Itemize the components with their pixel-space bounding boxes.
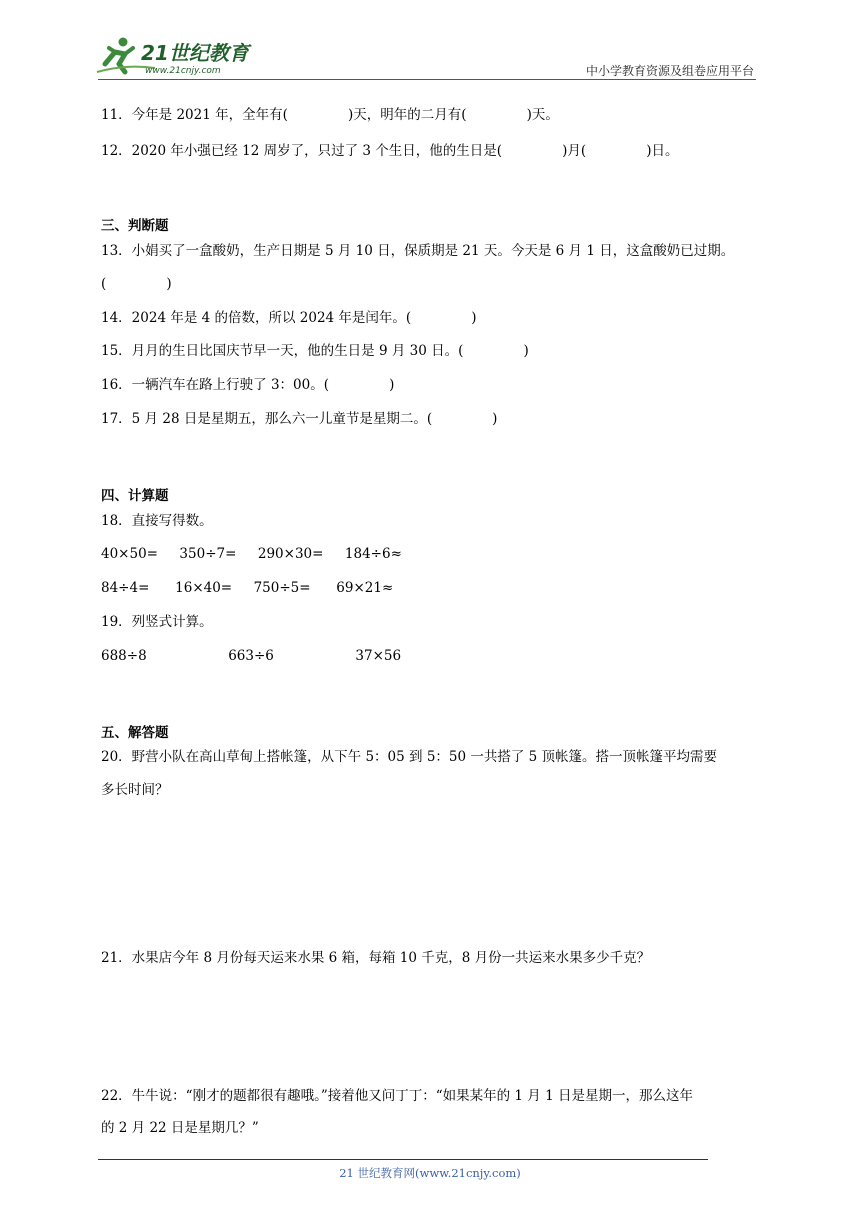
question-18-row2: 84÷4= 16×40= 750÷5= 69×21≈ — [101, 580, 394, 596]
question-21: 21．水果店今年 8 月份每天运来水果 6 箱，每箱 10 千克，8 月份一共运来水果多少千克？ — [101, 950, 651, 966]
footer-divider — [98, 1159, 708, 1160]
footer-link[interactable]: 21 世纪教育网(www.21cnjy.com) — [339, 1166, 521, 1180]
section-answer-title: 五、解答题 — [101, 725, 169, 741]
question-16: 16．一辆汽车在路上行驶了 3：00。( ) — [101, 377, 395, 393]
question-22-line1: 22．牛牛说：“刚才的题都很有趣哦。”接着他又问丁丁：“如果某年的 1 月 1 日是星期一，那么这年 — [101, 1088, 693, 1104]
question-19-row: 688÷8 663÷6 37×56 — [101, 648, 402, 664]
question-18-row1: 40×50= 350÷7= 290×30= 184÷6≈ — [101, 546, 402, 562]
question-22-line2: 的 2 月 22 日是星期几？” — [101, 1120, 259, 1136]
logo-url: www.21cnjy.com — [145, 66, 221, 76]
question-13-line2: ( ) — [101, 276, 172, 292]
question-13-line1: 13．小娟买了一盒酸奶，生产日期是 5 月 10 日，保质期是 21 天。今天是 6 月 1 日，这盒酸奶已过期。 — [101, 243, 735, 259]
runner-logo-icon — [95, 34, 265, 78]
site-logo — [95, 34, 265, 78]
section-judgement-title: 三、判断题 — [101, 218, 169, 234]
question-12: 12．2020 年小强已经 12 周岁了，只过了 3 个生日，他的生日是( )月( )日。 — [101, 143, 679, 159]
header-divider — [98, 79, 756, 80]
question-19: 19．列竖式计算。 — [101, 614, 213, 630]
question-17: 17．5 月 28 日是星期五，那么六一儿童节是星期二。( ) — [101, 411, 498, 427]
section-calculation-title: 四、计算题 — [101, 488, 169, 504]
question-20-line2: 多长时间？ — [101, 782, 169, 798]
logo-text: 21世纪教育 — [141, 41, 249, 65]
platform-name: 中小学教育资源及组卷应用平台 — [585, 64, 754, 78]
question-15: 15．月月的生日比国庆节早一天，他的生日是 9 月 30 日。( ) — [101, 343, 529, 359]
question-20-line1: 20．野营小队在高山草甸上搭帐篷，从下午 5：05 到 5：50 一共搭了 5 顶帐篷。搭一顶帐篷平均需要 — [101, 749, 718, 765]
question-18: 18．直接写得数。 — [101, 513, 213, 529]
question-11: 11．今年是 2021 年，全年有( )天，明年的二月有( )天。 — [101, 107, 559, 123]
question-14: 14．2024 年是 4 的倍数，所以 2024 年是闰年。( ) — [101, 310, 477, 326]
